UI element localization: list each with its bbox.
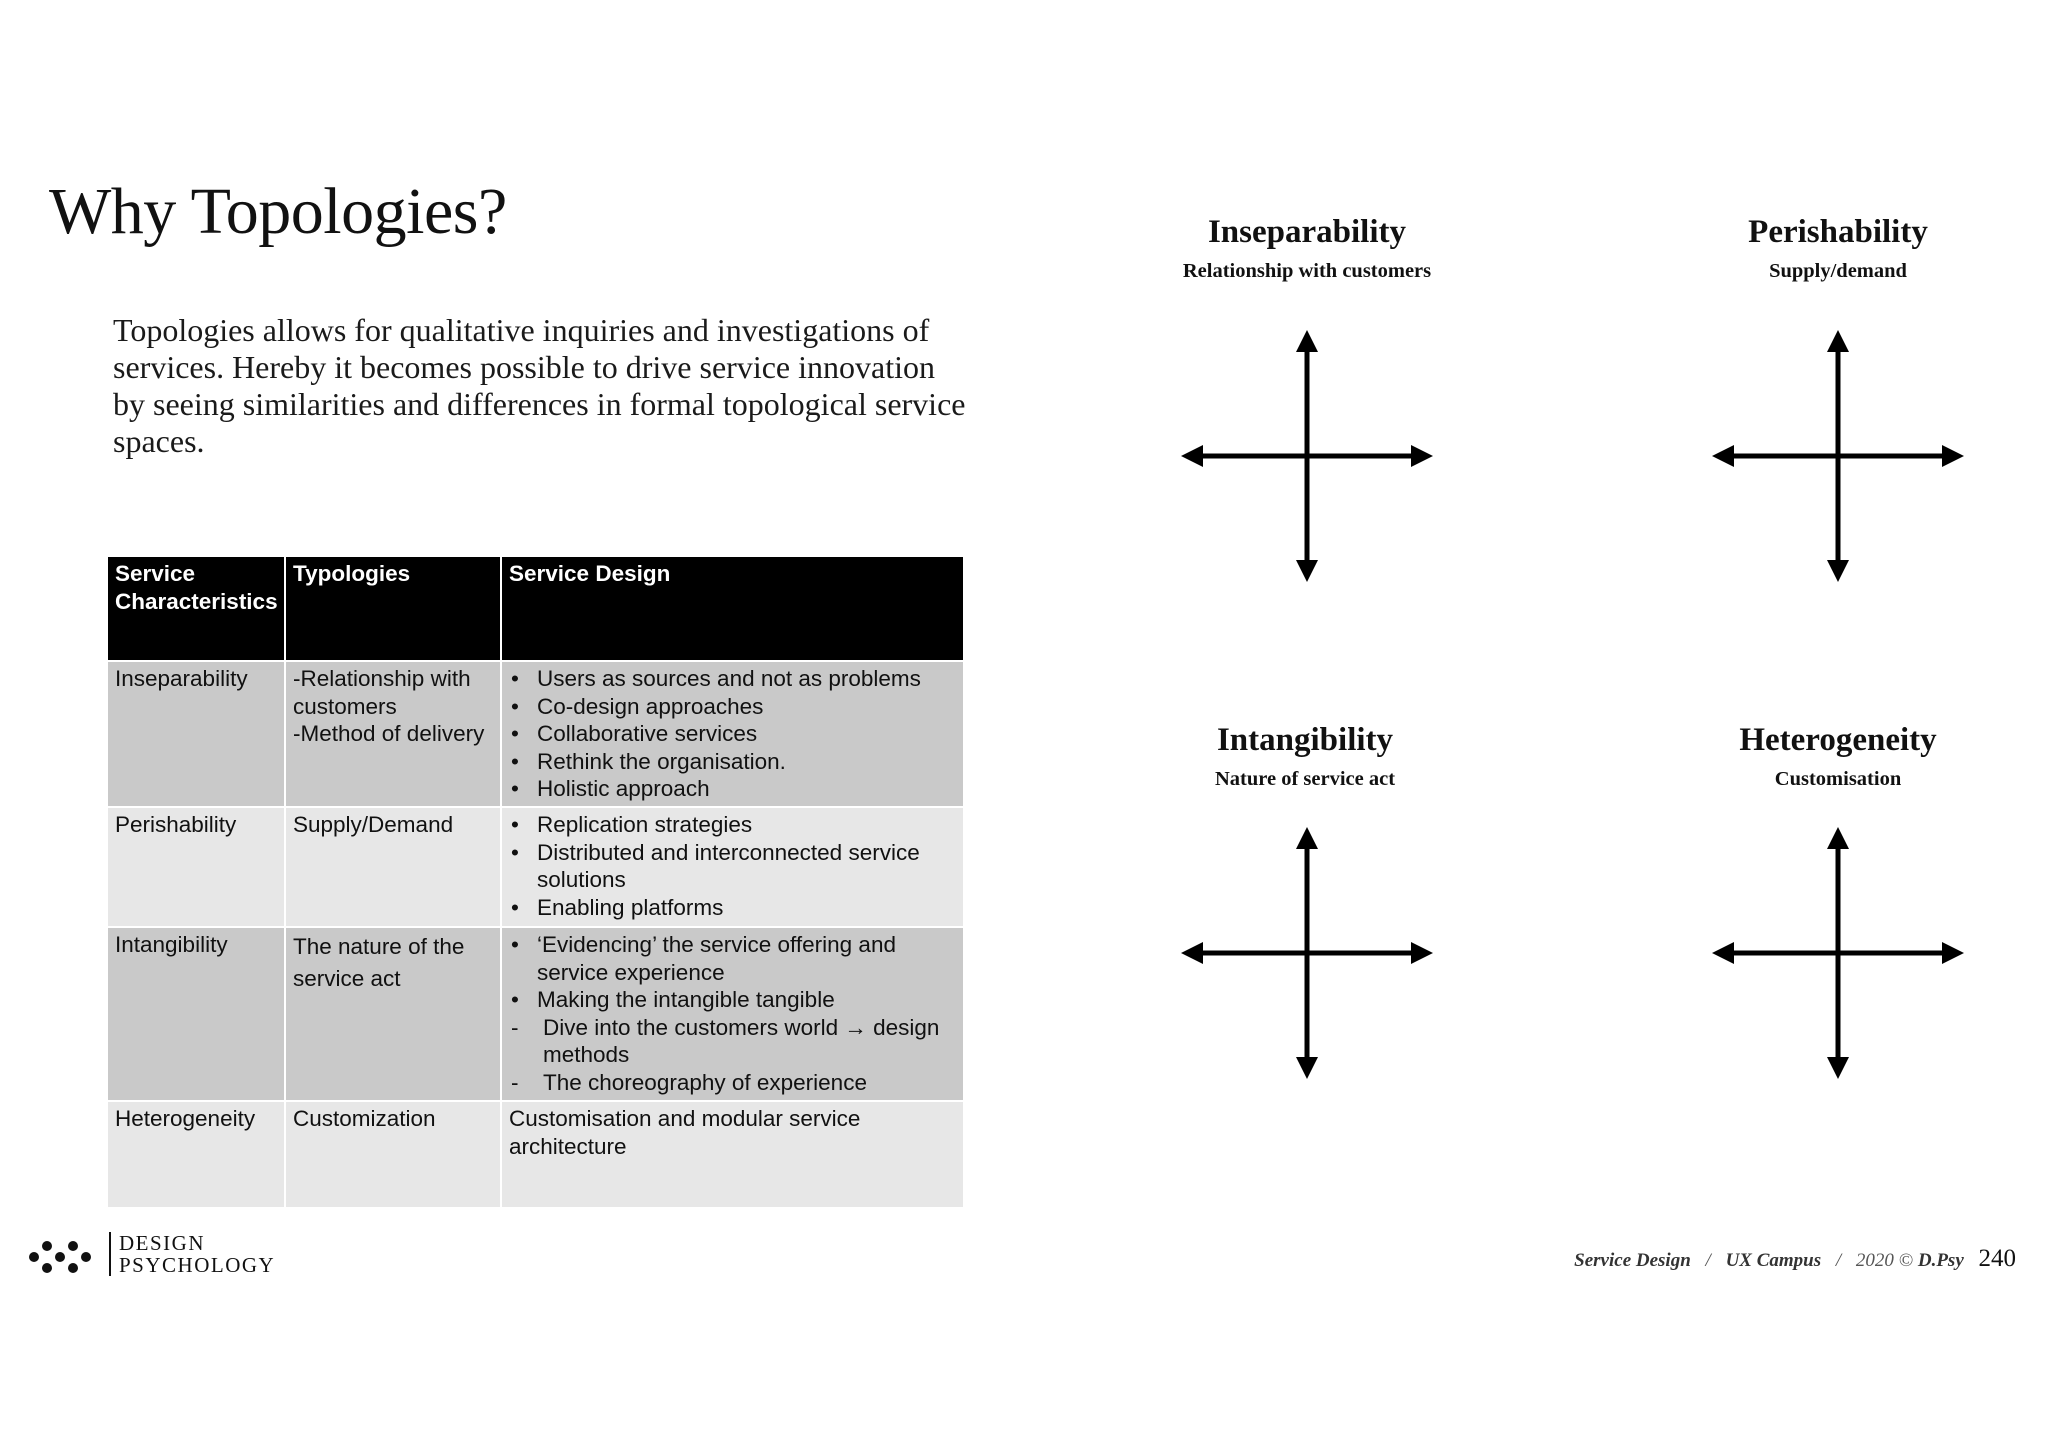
footer-separator: / [1835,1250,1842,1271]
logo-line-2: PSYCHOLOGY [119,1253,276,1277]
design-cell: Customisation and modular service architecture [501,1101,964,1208]
typology-cell [285,661,501,807]
list-item: • Holistic approach [509,775,955,803]
quadrant-heterogeneity [1628,720,2048,792]
design-list [509,811,955,921]
list-item: • Users as sources and not as problems [509,665,955,693]
quadrant-title: Heterogeneity [1739,722,1937,758]
design-cell [501,807,964,927]
typology-line: The nature of the service act [293,934,465,991]
list-item: • Making the intangible tangible [509,986,955,1014]
typology-cell [285,1101,501,1208]
list-item: • Rethink the organisation. [509,748,955,776]
axes-cross-icon [1710,328,1966,584]
header-service-characteristics: Service Characteristics [107,556,285,661]
typology-line: Supply/Demand [293,812,454,837]
axes-cross-icon [1710,825,1966,1081]
list-item: • Replication strategies [509,811,955,839]
page-title: Why Topologies? [49,175,507,248]
typology-cell [285,927,501,1101]
axes-cross-icon [1179,825,1435,1081]
table-row [107,661,964,807]
dot-cluster-logo-icon [28,1235,94,1279]
header-typologies: Typologies [285,556,501,661]
footer-author: D.Psy [1917,1250,1964,1271]
table-row [107,1101,964,1208]
table-header-row [107,556,964,661]
quadrant-subtitle: Customisation [1774,768,1902,790]
characteristic-cell: Inseparability [107,661,285,807]
axes-cross-icon [1179,328,1435,584]
quadrant-title: Perishability [1748,214,1928,250]
design-cell [501,661,964,807]
list-item: • ‘Evidencing’ the service offering and service experience [509,931,955,986]
quadrant-perishability [1628,212,2048,284]
intro-paragraph: Topologies allows for qualitative inquiries and investigations of services. Hereby it becomes possible to drive service innovation by seeing similarities and differences in formal topological service spaces. [113,312,966,459]
list-item: • Collaborative services [509,720,955,748]
footer [1574,1245,2016,1273]
quadrant-title: Inseparability [1207,214,1407,250]
design-list [509,665,955,803]
logo-line-1: DESIGN [119,1231,205,1255]
header-service-design: Service Design [501,556,964,661]
typology-line: -Method of delivery [293,721,485,746]
footer-course: Service Design [1574,1250,1691,1271]
list-item: - The choreography of experience [509,1069,955,1097]
characteristic-cell: Intangibility [107,927,285,1101]
quadrant-subtitle: Supply/demand [1769,260,1907,282]
design-list [509,931,955,1096]
footer-year: 2020 © [1855,1250,1914,1271]
logo-wordmark [109,1232,275,1276]
characteristic-cell: Perishability [107,807,285,927]
table-row [107,807,964,927]
quadrant-intangibility [1095,720,1515,792]
design-cell [501,927,964,1101]
typology-line: Customization [293,1106,436,1131]
quadrant-subtitle: Relationship with customers [1182,260,1432,282]
list-item: - Dive into the customers world → design methods [509,1014,955,1069]
list-item: • Co-design approaches [509,693,955,721]
quadrant-title: Intangibility [1216,722,1394,758]
table-row [107,927,964,1101]
quadrant-inseparability [1097,212,1517,284]
list-item: • Enabling platforms [509,894,955,922]
service-characteristics-table [106,555,965,1209]
typology-cell [285,807,501,927]
quadrant-subtitle: Nature of service act [1214,768,1396,790]
page-number: 240 [1978,1245,2016,1272]
list-item: • Distributed and interconnected service solutions [509,839,955,894]
footer-campus: UX Campus [1725,1250,1822,1271]
footer-separator: / [1705,1250,1711,1271]
characteristic-cell: Heterogeneity [107,1101,285,1208]
typology-line: -Relationship with customers [293,666,471,719]
